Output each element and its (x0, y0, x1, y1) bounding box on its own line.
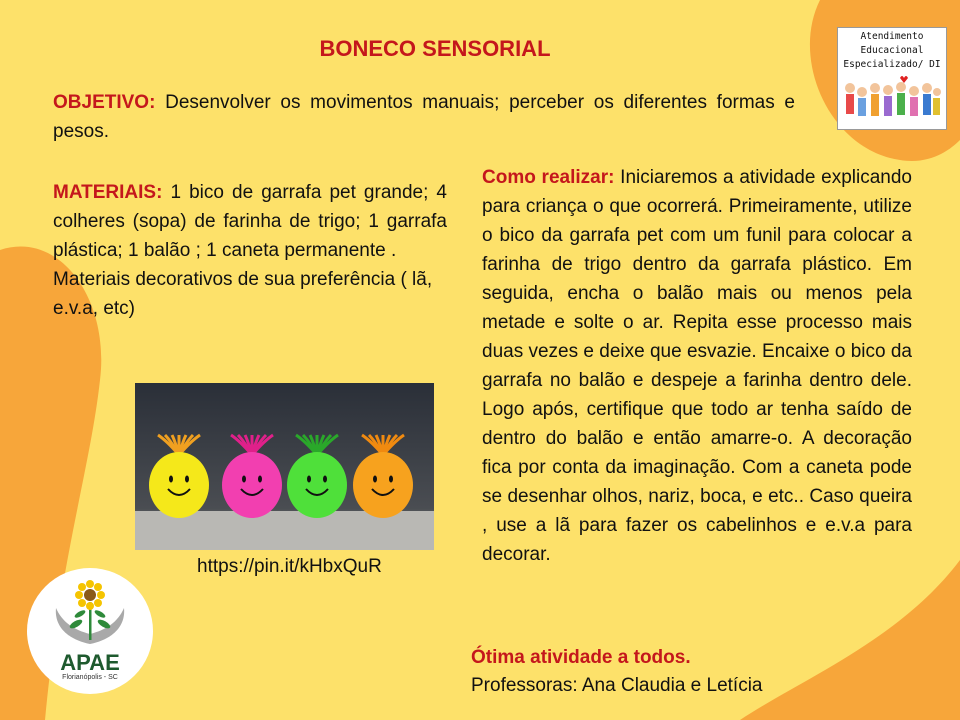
apae-city: Florianópolis - SC (62, 674, 118, 681)
apae-logo (27, 568, 153, 694)
children-illustration (842, 76, 942, 126)
aee-badge (837, 27, 947, 130)
badge-line-3: Especializado/ DI (843, 59, 941, 70)
page-title: BONECO SENSORIAL (319, 36, 551, 61)
stress-balls-photo (135, 383, 434, 550)
materials-main (53, 178, 447, 265)
instructions-label: Como realizar: (482, 167, 615, 188)
objective-text: Desenvolver os movimentos manuais; perceber os diferentes formas e pesos. (53, 92, 795, 142)
instructions-paragraph (482, 163, 912, 569)
closing-block (471, 644, 763, 700)
badge-text (838, 30, 946, 72)
badge-line-1: Atendimento (860, 31, 924, 42)
objective-paragraph (53, 88, 795, 146)
objective-label: OBJETIVO: (53, 92, 156, 113)
materials-extra: Materiais decorativos de sua preferência ( lã, e.v.a, etc) (53, 269, 433, 319)
materials-text: 1 bico de garrafa pet grande; 4 colheres (sopa) de farinha de trigo; 1 garrafa plástica; 1 balão ; 1 caneta permanente . (53, 182, 447, 261)
teachers-credit: Professoras: Ana Claudia e Letícia (471, 675, 763, 696)
materials-paragraph (53, 178, 447, 323)
apae-flower-icon (50, 578, 130, 650)
instructions-text: Iniciaremos a atividade explicando para criança o que ocorrerá. Primeiramente, utilize o bico da garrafa pet com um funil para colocar a farinha de trigo dentro da garrafa plástico. Em seguida, encha o balão mais ou menos pela metade e solte o ar. Repita esse processo mais duas vezes e deixe que esvazie. Encaixe o bico da garrafa no balão e despeje a farinha dentro dele. Logo após, certifique que todo ar tenha saído de dentro do balão e então amarre-o. A decoração fica por conta da imaginação. Com a caneta pode se desenhar olhos, nariz, boca, e etc.. Caso queira , use a lã para fazer os cabelinhos e e.v.a para decorar. (482, 167, 912, 565)
badge-line-2: Educacional (860, 45, 924, 56)
materials-label: MATERIAIS: (53, 182, 163, 203)
apae-name: APAE (60, 650, 120, 675)
image-source-link[interactable]: https://pin.it/kHbxQuR (197, 556, 382, 577)
closing-message: Ótima atividade a todos. (471, 647, 691, 668)
